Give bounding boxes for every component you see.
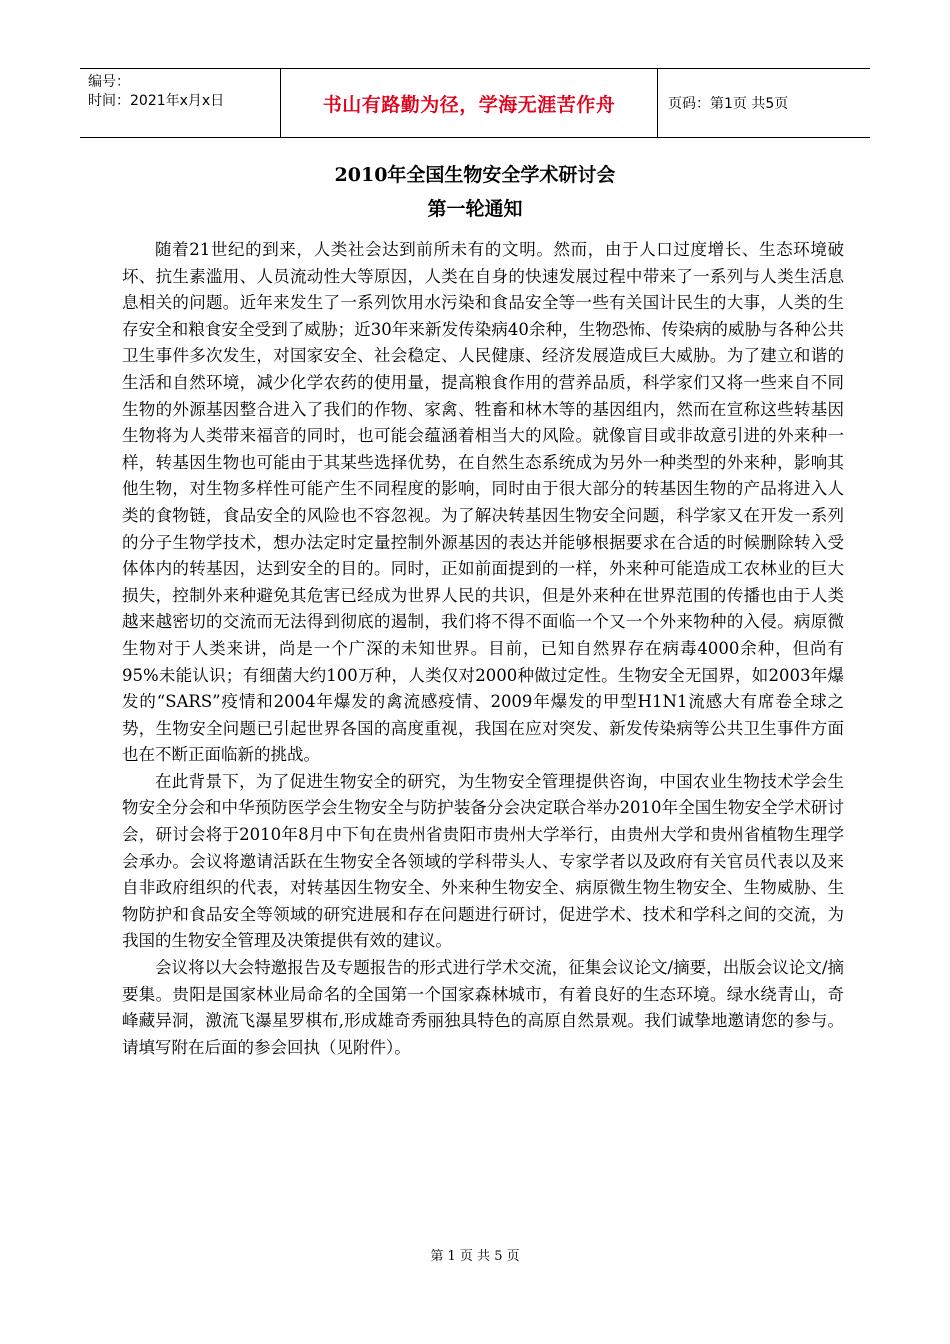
document-subtitle: 第一轮通知 xyxy=(427,198,523,220)
header-page-info: 页码：第1页 共5页 xyxy=(668,96,789,112)
document-number-label: 编号： xyxy=(88,74,130,90)
paragraph: 随着21世纪的到来，人类社会达到前所未有的文明。然而，由于人口过度增长、生态环境破坏、抗生素滥用、人员流动性大等原因，人类在自身的快速发展过程中带来了一系列与人类生活息息相关的问题。近年来发生了一系列饮用水污染和食品安全等一些有关国计民生的大事，人类的生存安全和粮食安全受到了威胁；近30年来新发传染病40余种，生物恐怖、传染病的威胁与各种公共卫生事件多次发生，对国家安全、社会稳定、人民健康、经济发展造成巨大威胁。为了建立和谐的生活和自然环境，减少化学农药的使用量，提高粮食作用的营养品质，科学家们又将一些来自不同生物的外源基因整合进入了我们的作物、家禽、牲畜和林木等的基因组内，然而在宣称这些转基因生物将为人类带来福音的同时，也可能会蕴涵着相当大的风险。就像盲目或非故意引进的外来种一样，转基因生物也可能由于其某些选择优势，在自然生态系统成为另外一种类型的外来种，影响其他生物，对生物多样性可能产生不同程度的影响，同时由于很大部分的转基因生物的产品将进入人类的食物链，食品安全的风险也不容忽视。为了解决转基因生物安全问题，科学家又在开发一系列的分子生物学技术，想办法定时定量控制外源基因的表达并能够根据要求在合适的时候删除转入受体体内的转基因，达到安全的目的。同时，正如前面提到的一样，外来种可能造成工农林业的巨大损失，控制外来种避免其危害已经成为世界人民的共识，但是外来种在世界范围的传播也由于人类越来越密切的交流而无法得到彻底的遏制，我们将不得不面临一个又一个外来物种的入侵。病原微生物对于人类来讲，尚是一个广深的未知世界。目前，已知自然界存在病毒4000余种，但尚有95%未能认识；有细菌大约100万种，人类仅对2000种做过定性。生物安全无国界，如2003年爆发的“SARS”疫情和2004年爆发的禽流感疫情、2009年爆发的甲型H1N1流感大有席卷全球之势，生物安全问题已引起世界各国的高度重视，我国在应对突发、新发传染病等公共卫生事件方面也在不断正面临新的挑战。 xyxy=(122,240,844,765)
header-motto-cell xyxy=(280,69,658,137)
header-table xyxy=(80,68,870,138)
paragraph: 在此背景下，为了促进生物安全的研究，为生物安全管理提供咨询，中国农业生物技术学会生物安全分会和中华预防医学会生物安全与防护装备分会决定联合举办2010年全国生物安全学术研讨会，研讨会将于2010年8月中下旬在贵州省贵阳市贵州大学举行，由贵州大学和贵州省植物生理学会承办。会议将邀请活跃在生物安全各领域的学科带头人、专家学者以及政府有关官员代表以及来自非政府组织的代表，对转基因生物安全、外来种生物安全、病原微生物生物安全、生物威胁、生物防护和食品安全等领域的研究进展和存在问题进行研讨，促进学术、技术和学科之间的交流，为我国的生物安全管理及决策提供有效的建议。 xyxy=(122,771,844,951)
document-title: 2010年全国生物安全学术研讨会 xyxy=(334,164,616,186)
page-footer: 第 1 页 共 5 页 xyxy=(430,1249,520,1264)
paragraph: 会议将以大会特邀报告及专题报告的形式进行学术交流，征集会议论文/摘要，出版会议论文/摘要集。贵阳是国家林业局命名的全国第一个国家森林城市，有着良好的生态环境。绿水绕青山，奇峰藏异洞，激流飞瀑星罗棋布,形成雄奇秀丽独具特色的高原自然景观。我们诚挚地邀请您的参与。请填写附在后面的参会回执（见附件）。 xyxy=(122,958,844,1057)
header-motto: 书山有路勤为径，学海无涯苦作舟 xyxy=(322,93,616,116)
document-body xyxy=(122,237,844,1061)
document-date: 时间：2021年x月x日 xyxy=(88,93,225,109)
header-left-cell xyxy=(80,69,280,137)
